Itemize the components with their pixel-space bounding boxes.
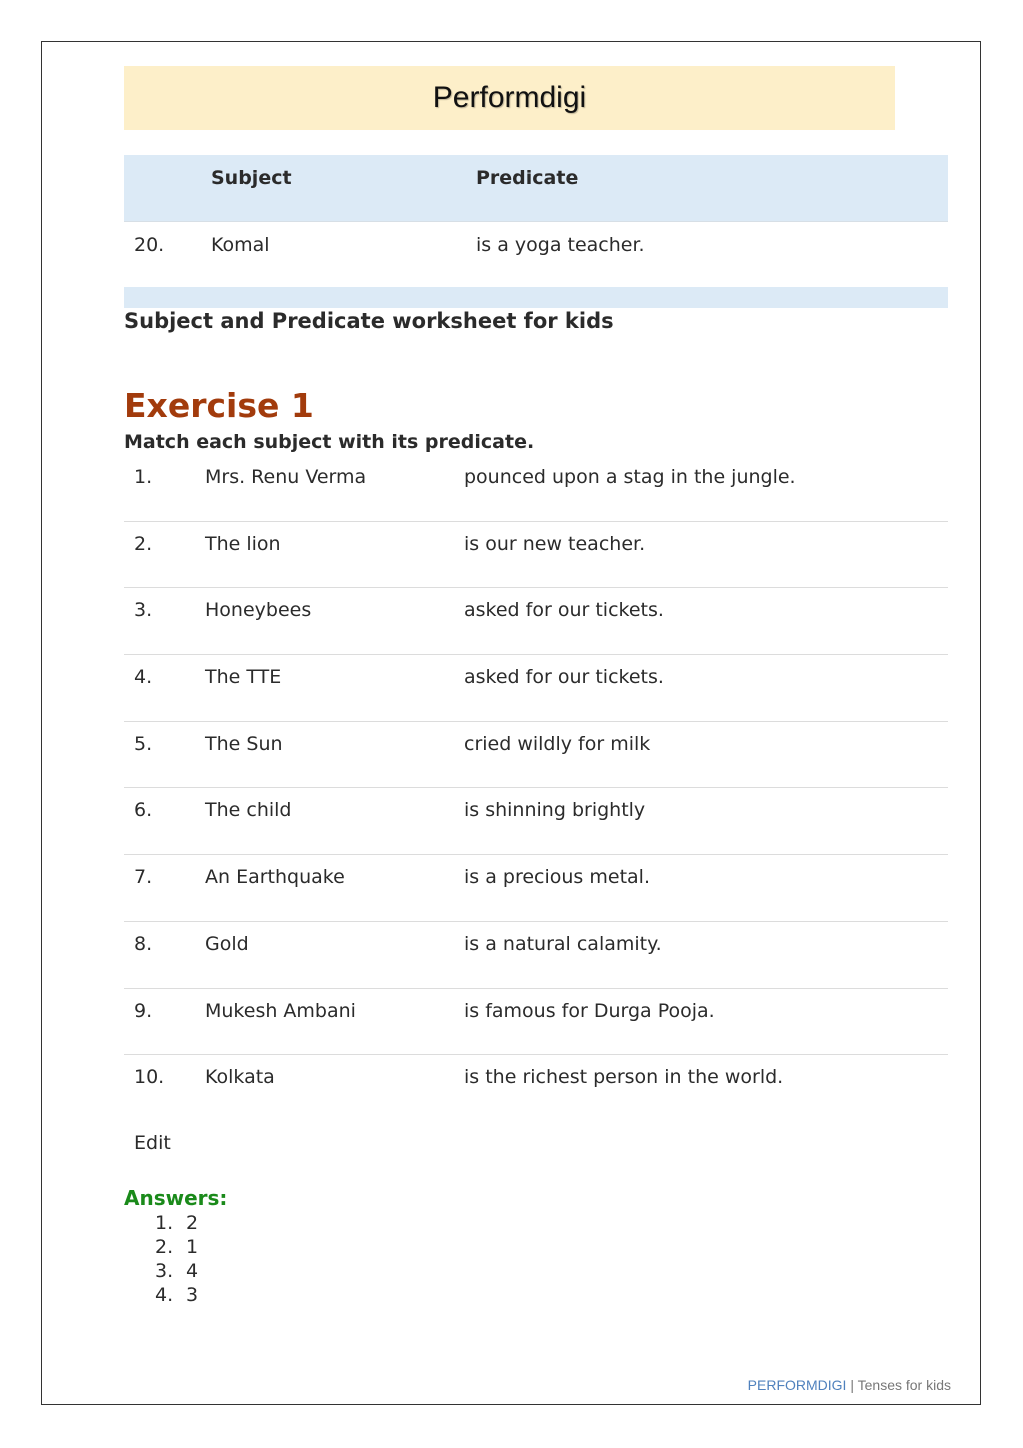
row-subject: Komal xyxy=(211,234,270,256)
row-number: 7. xyxy=(134,866,153,889)
row-predicate: pounced upon a stag in the jungle. xyxy=(464,466,796,488)
answer-value: 4 xyxy=(186,1260,199,1282)
row-subject: Honeybees xyxy=(205,599,312,622)
divider-strip xyxy=(124,287,948,308)
row-number: 20. xyxy=(134,234,165,256)
subject-header: Subject xyxy=(211,167,292,189)
answer-value: 3 xyxy=(186,1284,199,1306)
list-item xyxy=(155,1235,198,1259)
table-row xyxy=(124,522,948,589)
answers-list xyxy=(155,1211,198,1307)
answers-title: Answers: xyxy=(124,1186,228,1210)
edit-link[interactable]: Edit xyxy=(134,1132,171,1154)
row-predicate: asked for our tickets. xyxy=(464,599,664,622)
row-subject: Gold xyxy=(205,932,249,955)
table-row xyxy=(124,788,948,855)
answer-number: 1. xyxy=(155,1212,174,1234)
row-subject: An Earthquake xyxy=(205,866,345,889)
row-number: 1. xyxy=(134,466,153,488)
answer-number: 4. xyxy=(155,1284,174,1306)
row-predicate: is a yoga teacher. xyxy=(476,234,645,256)
row-subject: Kolkata xyxy=(205,1066,275,1089)
answer-number: 3. xyxy=(155,1260,174,1282)
exercise-instruction: Match each subject with its predicate. xyxy=(124,431,535,453)
table-row xyxy=(124,1055,948,1122)
answer-value: 2 xyxy=(186,1212,199,1234)
answer-value: 1 xyxy=(186,1236,199,1258)
row-number: 5. xyxy=(134,732,153,755)
row-subject: Mukesh Ambani xyxy=(205,999,356,1022)
banner-title: Performdigi xyxy=(432,81,587,114)
row-predicate: is our new teacher. xyxy=(464,532,646,555)
row-predicate: is a natural calamity. xyxy=(464,932,662,955)
table-row xyxy=(124,655,948,722)
row-subject: The TTE xyxy=(205,666,282,689)
row-subject: The child xyxy=(205,799,292,822)
row-subject: Mrs. Renu Verma xyxy=(205,466,367,488)
header-banner xyxy=(124,66,895,130)
table-row xyxy=(124,722,948,789)
row-subject: The Sun xyxy=(205,732,283,755)
row-number: 6. xyxy=(134,799,153,822)
row-number: 9. xyxy=(134,999,153,1022)
row-predicate: is shinning brightly xyxy=(464,799,646,822)
row-predicate: asked for our tickets. xyxy=(464,666,664,689)
row-predicate: is a precious metal. xyxy=(464,866,650,889)
top-table xyxy=(124,155,948,272)
table-header xyxy=(124,155,948,222)
row-number: 3. xyxy=(134,599,153,622)
table-row xyxy=(124,989,948,1056)
answer-number: 2. xyxy=(155,1236,174,1258)
table-row xyxy=(124,455,948,522)
row-predicate: cried wildly for milk xyxy=(464,732,651,755)
exercise-title: Exercise 1 xyxy=(124,386,314,425)
list-item xyxy=(155,1259,198,1283)
row-number: 2. xyxy=(134,532,153,555)
row-number: 4. xyxy=(134,666,153,689)
row-number: 10. xyxy=(134,1066,165,1089)
row-number: 8. xyxy=(134,932,153,955)
row-subject: The lion xyxy=(205,532,281,555)
footer-separator: | xyxy=(850,1377,854,1393)
footer-brand: PERFORMDIGI xyxy=(747,1377,847,1393)
section-title: Subject and Predicate worksheet for kids xyxy=(124,309,614,333)
table-row xyxy=(124,855,948,922)
row-predicate: is the richest person in the world. xyxy=(464,1066,784,1089)
list-item xyxy=(155,1211,198,1235)
predicate-header: Predicate xyxy=(476,167,579,189)
table-row xyxy=(124,588,948,655)
list-item xyxy=(155,1283,198,1307)
table-row xyxy=(124,222,948,272)
footer-text: Tenses for kids xyxy=(857,1377,951,1393)
table-row xyxy=(124,922,948,989)
page-footer xyxy=(748,1377,951,1393)
row-predicate: is famous for Durga Pooja. xyxy=(464,999,715,1022)
exercise-table xyxy=(124,455,948,1122)
